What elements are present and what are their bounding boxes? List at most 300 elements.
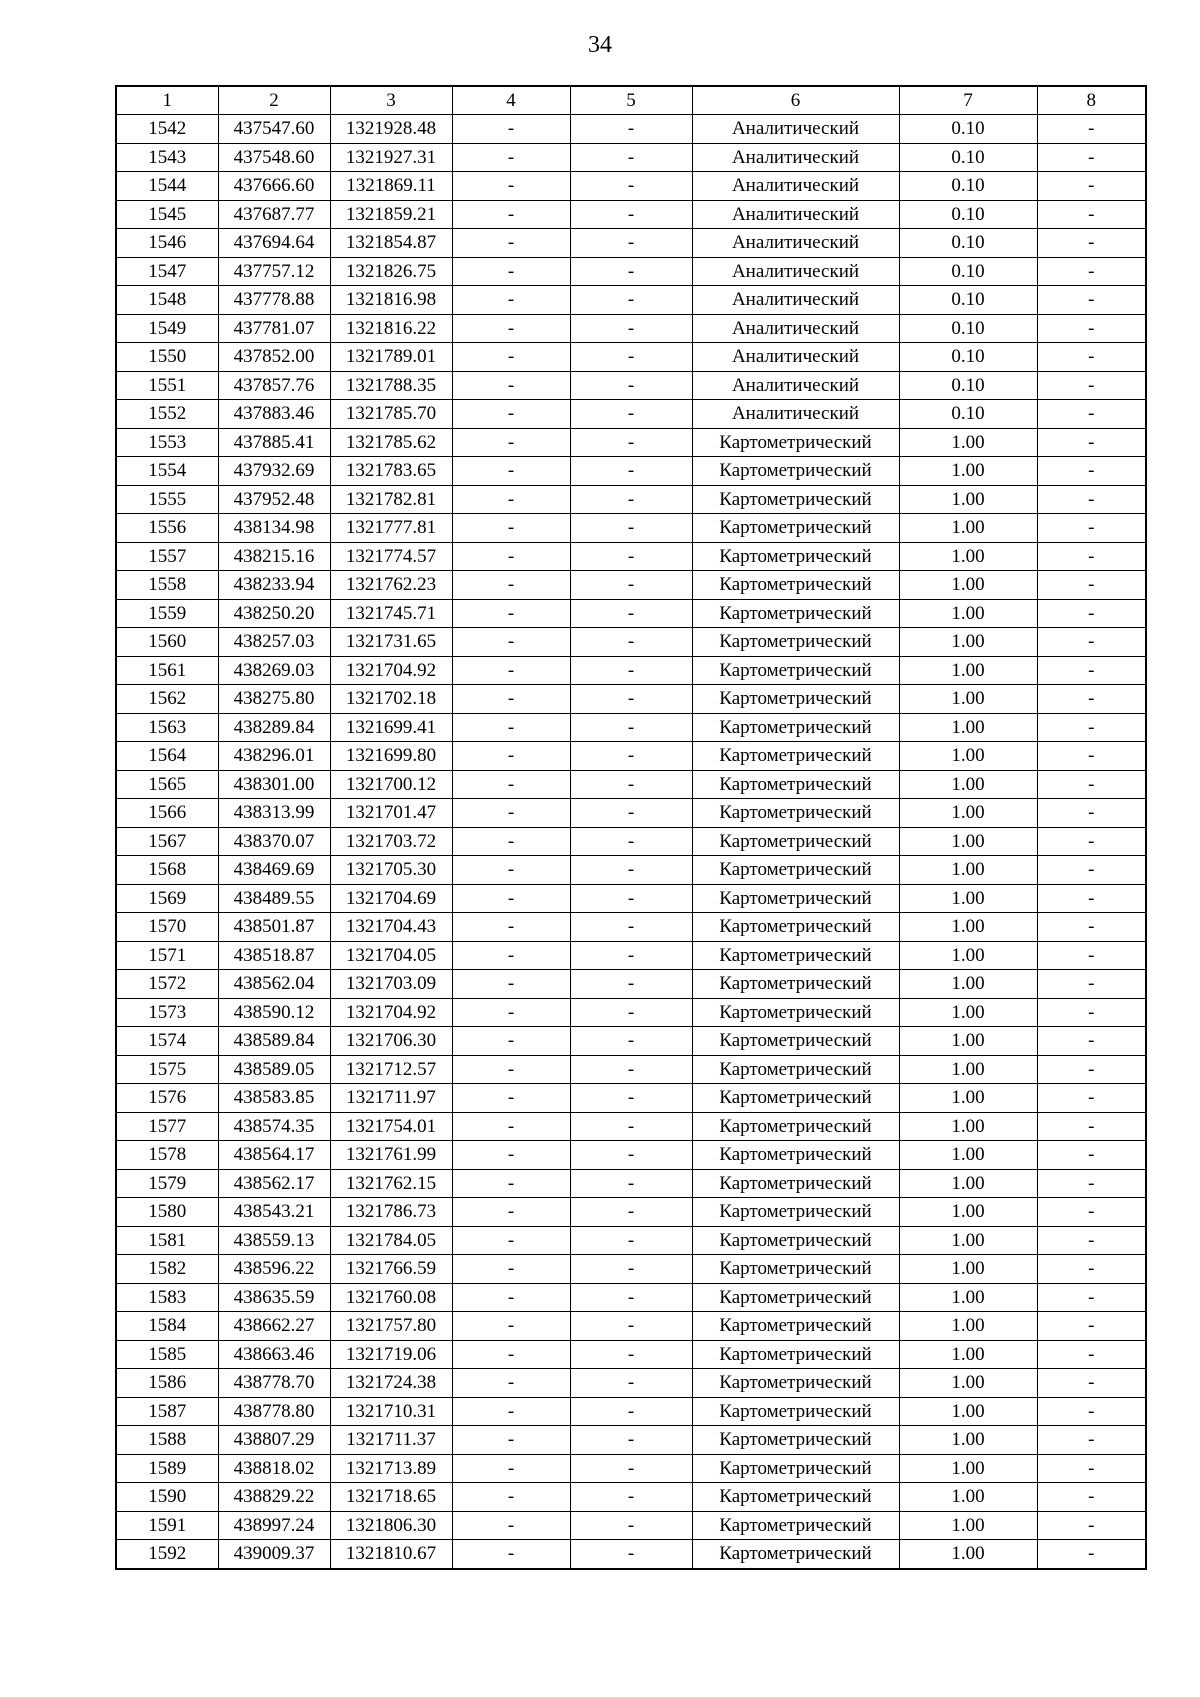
col4-cell: - xyxy=(452,1397,570,1426)
method-cell: Картометрический xyxy=(692,457,899,486)
y-coordinate-cell: 1321761.99 xyxy=(330,1141,452,1170)
point-number-cell: 1545 xyxy=(116,200,218,229)
accuracy-cell: 1.00 xyxy=(899,1397,1037,1426)
col5-cell: - xyxy=(570,1255,692,1284)
accuracy-cell: 0.10 xyxy=(899,371,1037,400)
col4-cell: - xyxy=(452,628,570,657)
accuracy-cell: 1.00 xyxy=(899,1454,1037,1483)
method-cell: Картометрический xyxy=(692,428,899,457)
col4-cell: - xyxy=(452,400,570,429)
col5-cell: - xyxy=(570,286,692,315)
col4-cell: - xyxy=(452,998,570,1027)
col5-cell: - xyxy=(570,485,692,514)
col8-cell: - xyxy=(1037,1169,1146,1198)
x-coordinate-cell: 437932.69 xyxy=(218,457,330,486)
col8-cell: - xyxy=(1037,514,1146,543)
point-number-cell: 1564 xyxy=(116,742,218,771)
y-coordinate-cell: 1321704.92 xyxy=(330,998,452,1027)
col8-cell: - xyxy=(1037,799,1146,828)
col5-cell: - xyxy=(570,856,692,885)
col5-cell: - xyxy=(570,1141,692,1170)
col4-cell: - xyxy=(452,1198,570,1227)
col4-cell: - xyxy=(452,343,570,372)
table-row xyxy=(116,1369,1146,1398)
col4-cell: - xyxy=(452,1169,570,1198)
col4-cell: - xyxy=(452,941,570,970)
table-row xyxy=(116,970,1146,999)
point-number-cell: 1566 xyxy=(116,799,218,828)
col5-cell: - xyxy=(570,827,692,856)
col4-cell: - xyxy=(452,314,570,343)
y-coordinate-cell: 1321788.35 xyxy=(330,371,452,400)
point-number-cell: 1591 xyxy=(116,1511,218,1540)
method-cell: Картометрический xyxy=(692,1511,899,1540)
table-row xyxy=(116,742,1146,771)
point-number-cell: 1546 xyxy=(116,229,218,258)
col8-cell: - xyxy=(1037,1027,1146,1056)
table-row xyxy=(116,571,1146,600)
accuracy-cell: 1.00 xyxy=(899,799,1037,828)
y-coordinate-cell: 1321700.12 xyxy=(330,770,452,799)
accuracy-cell: 1.00 xyxy=(899,1198,1037,1227)
table-row xyxy=(116,1112,1146,1141)
y-coordinate-cell: 1321816.98 xyxy=(330,286,452,315)
col5-cell: - xyxy=(570,1226,692,1255)
y-coordinate-cell: 1321745.71 xyxy=(330,599,452,628)
col5-cell: - xyxy=(570,1112,692,1141)
table-row xyxy=(116,514,1146,543)
point-number-cell: 1549 xyxy=(116,314,218,343)
col8-cell: - xyxy=(1037,1055,1146,1084)
x-coordinate-cell: 439009.37 xyxy=(218,1540,330,1569)
col8-cell: - xyxy=(1037,1112,1146,1141)
col8-cell: - xyxy=(1037,913,1146,942)
method-cell: Картометрический xyxy=(692,1454,899,1483)
method-cell: Картометрический xyxy=(692,827,899,856)
point-number-cell: 1575 xyxy=(116,1055,218,1084)
accuracy-cell: 1.00 xyxy=(899,1312,1037,1341)
point-number-cell: 1588 xyxy=(116,1426,218,1455)
col5-cell: - xyxy=(570,1283,692,1312)
y-coordinate-cell: 1321703.09 xyxy=(330,970,452,999)
x-coordinate-cell: 438663.46 xyxy=(218,1340,330,1369)
y-coordinate-cell: 1321928.48 xyxy=(330,115,452,144)
point-number-cell: 1580 xyxy=(116,1198,218,1227)
table-row xyxy=(116,770,1146,799)
table-row xyxy=(116,827,1146,856)
x-coordinate-cell: 438997.24 xyxy=(218,1511,330,1540)
col4-cell: - xyxy=(452,1084,570,1113)
accuracy-cell: 1.00 xyxy=(899,628,1037,657)
method-cell: Картометрический xyxy=(692,1027,899,1056)
col8-cell: - xyxy=(1037,286,1146,315)
col4-cell: - xyxy=(452,799,570,828)
y-coordinate-cell: 1321718.65 xyxy=(330,1483,452,1512)
point-number-cell: 1555 xyxy=(116,485,218,514)
col4-cell: - xyxy=(452,713,570,742)
y-coordinate-cell: 1321762.15 xyxy=(330,1169,452,1198)
col5-cell: - xyxy=(570,143,692,172)
point-number-cell: 1550 xyxy=(116,343,218,372)
y-coordinate-cell: 1321699.41 xyxy=(330,713,452,742)
y-coordinate-cell: 1321859.21 xyxy=(330,200,452,229)
col8-cell: - xyxy=(1037,229,1146,258)
x-coordinate-cell: 438370.07 xyxy=(218,827,330,856)
y-coordinate-cell: 1321762.23 xyxy=(330,571,452,600)
table-row xyxy=(116,172,1146,201)
method-cell: Картометрический xyxy=(692,1312,899,1341)
y-coordinate-cell: 1321806.30 xyxy=(330,1511,452,1540)
x-coordinate-cell: 438559.13 xyxy=(218,1226,330,1255)
col4-cell: - xyxy=(452,1454,570,1483)
col8-cell: - xyxy=(1037,1483,1146,1512)
table-row xyxy=(116,542,1146,571)
col5-cell: - xyxy=(570,599,692,628)
col8-cell: - xyxy=(1037,1141,1146,1170)
accuracy-cell: 0.10 xyxy=(899,200,1037,229)
col8-cell: - xyxy=(1037,1283,1146,1312)
method-cell: Картометрический xyxy=(692,685,899,714)
accuracy-cell: 1.00 xyxy=(899,514,1037,543)
col4-cell: - xyxy=(452,856,570,885)
col5-cell: - xyxy=(570,913,692,942)
col5-cell: - xyxy=(570,257,692,286)
col4-cell: - xyxy=(452,229,570,258)
x-coordinate-cell: 438574.35 xyxy=(218,1112,330,1141)
table-row xyxy=(116,1483,1146,1512)
col5-cell: - xyxy=(570,713,692,742)
col5-cell: - xyxy=(570,941,692,970)
col5-cell: - xyxy=(570,799,692,828)
accuracy-cell: 1.00 xyxy=(899,1369,1037,1398)
col4-cell: - xyxy=(452,1112,570,1141)
x-coordinate-cell: 437694.64 xyxy=(218,229,330,258)
y-coordinate-cell: 1321777.81 xyxy=(330,514,452,543)
method-cell: Аналитический xyxy=(692,257,899,286)
col4-cell: - xyxy=(452,143,570,172)
accuracy-cell: 1.00 xyxy=(899,770,1037,799)
table-row xyxy=(116,1027,1146,1056)
accuracy-cell: 1.00 xyxy=(899,685,1037,714)
x-coordinate-cell: 437952.48 xyxy=(218,485,330,514)
point-number-cell: 1552 xyxy=(116,400,218,429)
table-row xyxy=(116,1397,1146,1426)
col4-cell: - xyxy=(452,485,570,514)
accuracy-cell: 1.00 xyxy=(899,742,1037,771)
table-row xyxy=(116,713,1146,742)
x-coordinate-cell: 438250.20 xyxy=(218,599,330,628)
method-cell: Аналитический xyxy=(692,314,899,343)
col4-cell: - xyxy=(452,200,570,229)
table-body xyxy=(116,115,1146,1569)
method-cell: Картометрический xyxy=(692,856,899,885)
col5-cell: - xyxy=(570,1540,692,1569)
method-cell: Картометрический xyxy=(692,1198,899,1227)
y-coordinate-cell: 1321719.06 xyxy=(330,1340,452,1369)
y-coordinate-cell: 1321704.69 xyxy=(330,884,452,913)
method-cell: Картометрический xyxy=(692,770,899,799)
table-row xyxy=(116,941,1146,970)
point-number-cell: 1560 xyxy=(116,628,218,657)
y-coordinate-cell: 1321869.11 xyxy=(330,172,452,201)
point-number-cell: 1587 xyxy=(116,1397,218,1426)
col4-cell: - xyxy=(452,514,570,543)
method-cell: Картометрический xyxy=(692,970,899,999)
x-coordinate-cell: 437781.07 xyxy=(218,314,330,343)
point-number-cell: 1590 xyxy=(116,1483,218,1512)
method-cell: Аналитический xyxy=(692,286,899,315)
col8-cell: - xyxy=(1037,770,1146,799)
col8-cell: - xyxy=(1037,1312,1146,1341)
y-coordinate-cell: 1321702.18 xyxy=(330,685,452,714)
y-coordinate-cell: 1321927.31 xyxy=(330,143,452,172)
accuracy-cell: 1.00 xyxy=(899,656,1037,685)
table-row xyxy=(116,1226,1146,1255)
col8-cell: - xyxy=(1037,571,1146,600)
table-row xyxy=(116,1255,1146,1284)
col8-cell: - xyxy=(1037,314,1146,343)
accuracy-cell: 0.10 xyxy=(899,257,1037,286)
y-coordinate-cell: 1321704.43 xyxy=(330,913,452,942)
table-row xyxy=(116,1511,1146,1540)
col4-cell: - xyxy=(452,1027,570,1056)
point-number-cell: 1568 xyxy=(116,856,218,885)
col4-cell: - xyxy=(452,371,570,400)
col8-cell: - xyxy=(1037,742,1146,771)
x-coordinate-cell: 438818.02 xyxy=(218,1454,330,1483)
y-coordinate-cell: 1321713.89 xyxy=(330,1454,452,1483)
y-coordinate-cell: 1321712.57 xyxy=(330,1055,452,1084)
table-row xyxy=(116,998,1146,1027)
table-row xyxy=(116,371,1146,400)
col5-cell: - xyxy=(570,457,692,486)
col5-cell: - xyxy=(570,742,692,771)
column-header: 3 xyxy=(330,86,452,115)
y-coordinate-cell: 1321706.30 xyxy=(330,1027,452,1056)
y-coordinate-cell: 1321854.87 xyxy=(330,229,452,258)
point-number-cell: 1562 xyxy=(116,685,218,714)
method-cell: Картометрический xyxy=(692,1112,899,1141)
y-coordinate-cell: 1321785.70 xyxy=(330,400,452,429)
point-number-cell: 1578 xyxy=(116,1141,218,1170)
point-number-cell: 1553 xyxy=(116,428,218,457)
method-cell: Картометрический xyxy=(692,514,899,543)
col4-cell: - xyxy=(452,770,570,799)
point-number-cell: 1579 xyxy=(116,1169,218,1198)
x-coordinate-cell: 437885.41 xyxy=(218,428,330,457)
col8-cell: - xyxy=(1037,1511,1146,1540)
accuracy-cell: 1.00 xyxy=(899,970,1037,999)
accuracy-cell: 0.10 xyxy=(899,229,1037,258)
method-cell: Картометрический xyxy=(692,1055,899,1084)
col5-cell: - xyxy=(570,770,692,799)
table-row xyxy=(116,1540,1146,1569)
method-cell: Картометрический xyxy=(692,599,899,628)
point-number-cell: 1577 xyxy=(116,1112,218,1141)
col5-cell: - xyxy=(570,428,692,457)
col4-cell: - xyxy=(452,913,570,942)
accuracy-cell: 1.00 xyxy=(899,884,1037,913)
col8-cell: - xyxy=(1037,172,1146,201)
table-row xyxy=(116,200,1146,229)
col5-cell: - xyxy=(570,884,692,913)
y-coordinate-cell: 1321724.38 xyxy=(330,1369,452,1398)
col8-cell: - xyxy=(1037,1255,1146,1284)
x-coordinate-cell: 438596.22 xyxy=(218,1255,330,1284)
table-row xyxy=(116,229,1146,258)
point-number-cell: 1589 xyxy=(116,1454,218,1483)
col4-cell: - xyxy=(452,1141,570,1170)
method-cell: Картометрический xyxy=(692,884,899,913)
point-number-cell: 1548 xyxy=(116,286,218,315)
method-cell: Картометрический xyxy=(692,1483,899,1512)
x-coordinate-cell: 438289.84 xyxy=(218,713,330,742)
point-number-cell: 1544 xyxy=(116,172,218,201)
method-cell: Картометрический xyxy=(692,941,899,970)
y-coordinate-cell: 1321757.80 xyxy=(330,1312,452,1341)
page-number: 34 xyxy=(588,32,612,58)
col5-cell: - xyxy=(570,400,692,429)
point-number-cell: 1569 xyxy=(116,884,218,913)
x-coordinate-cell: 438662.27 xyxy=(218,1312,330,1341)
y-coordinate-cell: 1321785.62 xyxy=(330,428,452,457)
x-coordinate-cell: 438589.84 xyxy=(218,1027,330,1056)
method-cell: Картометрический xyxy=(692,1340,899,1369)
method-cell: Аналитический xyxy=(692,115,899,144)
col8-cell: - xyxy=(1037,941,1146,970)
accuracy-cell: 0.10 xyxy=(899,172,1037,201)
table-row xyxy=(116,400,1146,429)
col4-cell: - xyxy=(452,571,570,600)
method-cell: Картометрический xyxy=(692,628,899,657)
method-cell: Картометрический xyxy=(692,713,899,742)
y-coordinate-cell: 1321774.57 xyxy=(330,542,452,571)
method-cell: Аналитический xyxy=(692,200,899,229)
col5-cell: - xyxy=(570,314,692,343)
y-coordinate-cell: 1321731.65 xyxy=(330,628,452,657)
col5-cell: - xyxy=(570,1340,692,1369)
point-number-cell: 1584 xyxy=(116,1312,218,1341)
col8-cell: - xyxy=(1037,970,1146,999)
method-cell: Картометрический xyxy=(692,913,899,942)
table-row xyxy=(116,343,1146,372)
column-header: 4 xyxy=(452,86,570,115)
x-coordinate-cell: 437757.12 xyxy=(218,257,330,286)
col4-cell: - xyxy=(452,115,570,144)
x-coordinate-cell: 437547.60 xyxy=(218,115,330,144)
method-cell: Картометрический xyxy=(692,998,899,1027)
method-cell: Аналитический xyxy=(692,400,899,429)
x-coordinate-cell: 438635.59 xyxy=(218,1283,330,1312)
table-row xyxy=(116,1169,1146,1198)
method-cell: Картометрический xyxy=(692,656,899,685)
accuracy-cell: 1.00 xyxy=(899,998,1037,1027)
x-coordinate-cell: 438589.05 xyxy=(218,1055,330,1084)
col5-cell: - xyxy=(570,1426,692,1455)
x-coordinate-cell: 438590.12 xyxy=(218,998,330,1027)
method-cell: Картометрический xyxy=(692,1283,899,1312)
col8-cell: - xyxy=(1037,656,1146,685)
accuracy-cell: 1.00 xyxy=(899,1483,1037,1512)
point-number-cell: 1570 xyxy=(116,913,218,942)
col4-cell: - xyxy=(452,286,570,315)
accuracy-cell: 1.00 xyxy=(899,713,1037,742)
point-number-cell: 1561 xyxy=(116,656,218,685)
method-cell: Картометрический xyxy=(692,1426,899,1455)
col5-cell: - xyxy=(570,970,692,999)
col5-cell: - xyxy=(570,628,692,657)
col4-cell: - xyxy=(452,1483,570,1512)
col8-cell: - xyxy=(1037,599,1146,628)
col8-cell: - xyxy=(1037,1426,1146,1455)
method-cell: Картометрический xyxy=(692,1226,899,1255)
col4-cell: - xyxy=(452,1283,570,1312)
point-number-cell: 1592 xyxy=(116,1540,218,1569)
accuracy-cell: 1.00 xyxy=(899,485,1037,514)
x-coordinate-cell: 438543.21 xyxy=(218,1198,330,1227)
col5-cell: - xyxy=(570,1483,692,1512)
col5-cell: - xyxy=(570,1397,692,1426)
method-cell: Картометрический xyxy=(692,485,899,514)
column-header: 7 xyxy=(899,86,1037,115)
y-coordinate-cell: 1321704.05 xyxy=(330,941,452,970)
table-row xyxy=(116,1426,1146,1455)
accuracy-cell: 0.10 xyxy=(899,115,1037,144)
accuracy-cell: 0.10 xyxy=(899,286,1037,315)
method-cell: Картометрический xyxy=(692,1141,899,1170)
column-header: 1 xyxy=(116,86,218,115)
table-header xyxy=(116,86,1146,115)
col8-cell: - xyxy=(1037,1084,1146,1113)
y-coordinate-cell: 1321699.80 xyxy=(330,742,452,771)
x-coordinate-cell: 438778.70 xyxy=(218,1369,330,1398)
x-coordinate-cell: 438275.80 xyxy=(218,685,330,714)
y-coordinate-cell: 1321711.97 xyxy=(330,1084,452,1113)
point-number-cell: 1556 xyxy=(116,514,218,543)
y-coordinate-cell: 1321816.22 xyxy=(330,314,452,343)
x-coordinate-cell: 438501.87 xyxy=(218,913,330,942)
table-row xyxy=(116,656,1146,685)
table-row xyxy=(116,457,1146,486)
accuracy-cell: 1.00 xyxy=(899,941,1037,970)
accuracy-cell: 1.00 xyxy=(899,542,1037,571)
x-coordinate-cell: 438134.98 xyxy=(218,514,330,543)
point-number-cell: 1554 xyxy=(116,457,218,486)
col5-cell: - xyxy=(570,1511,692,1540)
table-row xyxy=(116,1084,1146,1113)
table-row xyxy=(116,1312,1146,1341)
col8-cell: - xyxy=(1037,257,1146,286)
point-number-cell: 1576 xyxy=(116,1084,218,1113)
x-coordinate-cell: 438518.87 xyxy=(218,941,330,970)
accuracy-cell: 1.00 xyxy=(899,1055,1037,1084)
col5-cell: - xyxy=(570,656,692,685)
table-row xyxy=(116,1055,1146,1084)
col5-cell: - xyxy=(570,1312,692,1341)
accuracy-cell: 1.00 xyxy=(899,1340,1037,1369)
table-row xyxy=(116,884,1146,913)
x-coordinate-cell: 438829.22 xyxy=(218,1483,330,1512)
col4-cell: - xyxy=(452,542,570,571)
accuracy-cell: 1.00 xyxy=(899,1426,1037,1455)
col5-cell: - xyxy=(570,1369,692,1398)
method-cell: Аналитический xyxy=(692,371,899,400)
method-cell: Картометрический xyxy=(692,1084,899,1113)
col5-cell: - xyxy=(570,571,692,600)
point-number-cell: 1581 xyxy=(116,1226,218,1255)
accuracy-cell: 0.10 xyxy=(899,143,1037,172)
accuracy-cell: 1.00 xyxy=(899,428,1037,457)
